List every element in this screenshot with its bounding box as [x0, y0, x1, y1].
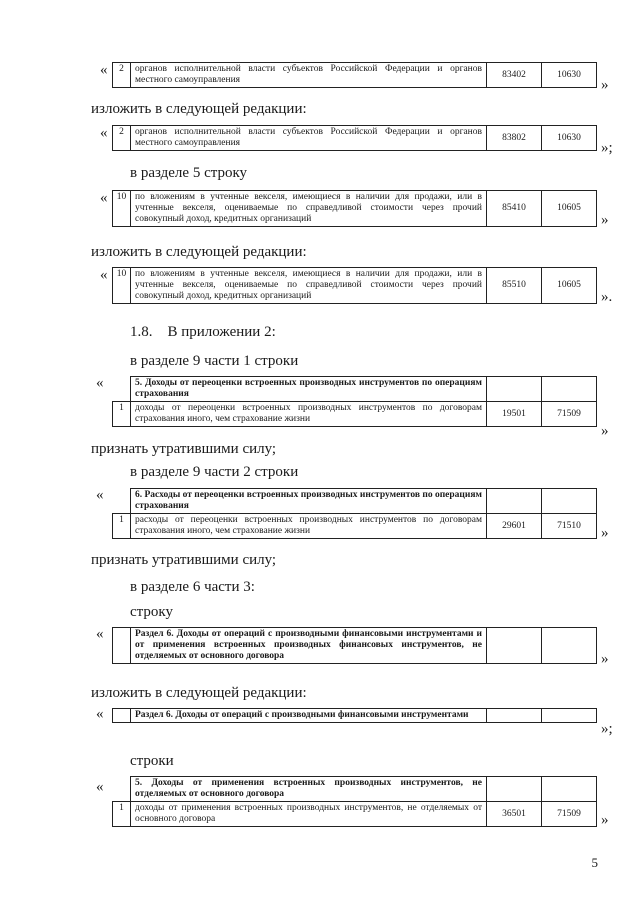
close-quote: »: [601, 423, 609, 439]
row-number: 1: [113, 402, 131, 427]
paragraph: строку: [130, 604, 173, 620]
close-quote: ».: [601, 289, 613, 305]
row-text: органов исполнительной власти субъектов Российской Федерации и органов местного самоуправления: [131, 126, 487, 151]
table-row: [113, 628, 597, 664]
code-1: 83802: [487, 126, 542, 151]
table-row: [113, 777, 597, 802]
row-number: 10: [113, 191, 131, 227]
code-2: 71510: [542, 514, 597, 539]
row-number: 1: [113, 802, 131, 827]
paragraph: в разделе 9 части 2 строки: [130, 464, 299, 480]
row-text: по вложениям в учтенные векселя, имеющиеся в наличии для продажи, или в учтенные векселя, оцениваемые по справедливой стоимости через прочий совокупный доход, кредитных организаций: [131, 191, 487, 227]
table-block-8: [112, 708, 597, 723]
paragraph: признать утратившими силу;: [91, 552, 277, 568]
code-1: 19501: [487, 402, 542, 427]
paragraph: изложить в следующей редакции:: [91, 101, 307, 117]
close-quote: »: [601, 525, 609, 541]
row-number: 10: [113, 268, 131, 304]
table-row: [113, 377, 597, 402]
row-number: 2: [113, 63, 131, 88]
row-text: доходы от применения встроенных производных инструментов, не отделяемых от основного договора: [131, 802, 487, 827]
close-quote: »;: [601, 721, 613, 737]
table-block-1: [112, 62, 597, 88]
table-block-6: [112, 488, 597, 539]
section-title: Раздел 6. Доходы от операций с производными финансовыми инструментами и от применения встроенных производных финансовых инструментов, не отделяемых от основного договора: [131, 628, 487, 664]
code-2: 10605: [542, 268, 597, 304]
paragraph: в разделе 9 части 1 строки: [130, 353, 299, 369]
paragraph: признать утратившими силу;: [91, 441, 277, 457]
row-text: расходы от переоценки встроенных производных инструментов по договорам страхования иного, чем страхование жизни: [131, 514, 487, 539]
table-row: [113, 191, 597, 227]
close-quote: »: [601, 812, 609, 828]
group-heading: 5. Доходы от применения встроенных производных инструментов, не отделяемых от основного договора: [131, 777, 487, 802]
close-quote: »;: [601, 140, 613, 156]
table-row: [113, 63, 597, 88]
row-number: 2: [113, 126, 131, 151]
row-number: 1: [113, 514, 131, 539]
table-block-2: [112, 125, 597, 151]
row-text: органов исполнительной власти субъектов Российской Федерации и органов местного самоуправления: [131, 63, 487, 88]
code-2: 71509: [542, 802, 597, 827]
table-block-4: [112, 267, 597, 304]
section-heading: 1.8. В приложении 2:: [130, 324, 276, 340]
open-quote: «: [96, 375, 104, 391]
code-1: 29601: [487, 514, 542, 539]
code-1: 83402: [487, 63, 542, 88]
close-quote: »: [601, 77, 609, 93]
table-block-7: [112, 627, 597, 664]
code-2: 10630: [542, 126, 597, 151]
table-row: [113, 402, 597, 427]
table-row: [113, 514, 597, 539]
open-quote: «: [100, 62, 108, 78]
group-heading: 5. Доходы от переоценки встроенных производных инструментов по операциям страхования: [131, 377, 487, 402]
close-quote: »: [601, 212, 609, 228]
paragraph: в разделе 6 части 3:: [130, 579, 255, 595]
code-2: 10605: [542, 191, 597, 227]
code-2: 10630: [542, 63, 597, 88]
code-1: 85510: [487, 268, 542, 304]
table-row: [113, 709, 597, 723]
table-block-3: [112, 190, 597, 227]
table-row: [113, 489, 597, 514]
open-quote: «: [100, 267, 108, 283]
open-quote: «: [96, 487, 104, 503]
paragraph: в разделе 5 строку: [130, 165, 248, 181]
page-number: 5: [591, 855, 598, 870]
table-row: [113, 126, 597, 151]
open-quote: «: [100, 125, 108, 141]
paragraph: строки: [130, 753, 174, 769]
table-row: [113, 802, 597, 827]
paragraph: изложить в следующей редакции:: [91, 685, 307, 701]
open-quote: «: [96, 779, 104, 795]
code-1: 36501: [487, 802, 542, 827]
paragraph: изложить в следующей редакции:: [91, 244, 307, 260]
group-heading: 6. Расходы от переоценки встроенных производных инструментов по операциям страхования: [131, 489, 487, 514]
open-quote: «: [96, 706, 104, 722]
table-block-5: [112, 376, 597, 427]
code-2: 71509: [542, 402, 597, 427]
open-quote: «: [100, 190, 108, 206]
table-row: [113, 268, 597, 304]
code-1: 85410: [487, 191, 542, 227]
table-block-9: [112, 776, 597, 827]
row-text: по вложениям в учтенные векселя, имеющиеся в наличии для продажи, или в учтенные векселя, оцениваемые по справедливой стоимости через прочий совокупный доход, кредитных организаций: [131, 268, 487, 304]
row-text: доходы от переоценки встроенных производных инструментов по договорам страхования иного, чем страхование жизни: [131, 402, 487, 427]
close-quote: »: [601, 651, 609, 667]
open-quote: «: [96, 626, 104, 642]
section-title: Раздел 6. Доходы от операций с производными финансовыми инструментами: [131, 709, 487, 723]
